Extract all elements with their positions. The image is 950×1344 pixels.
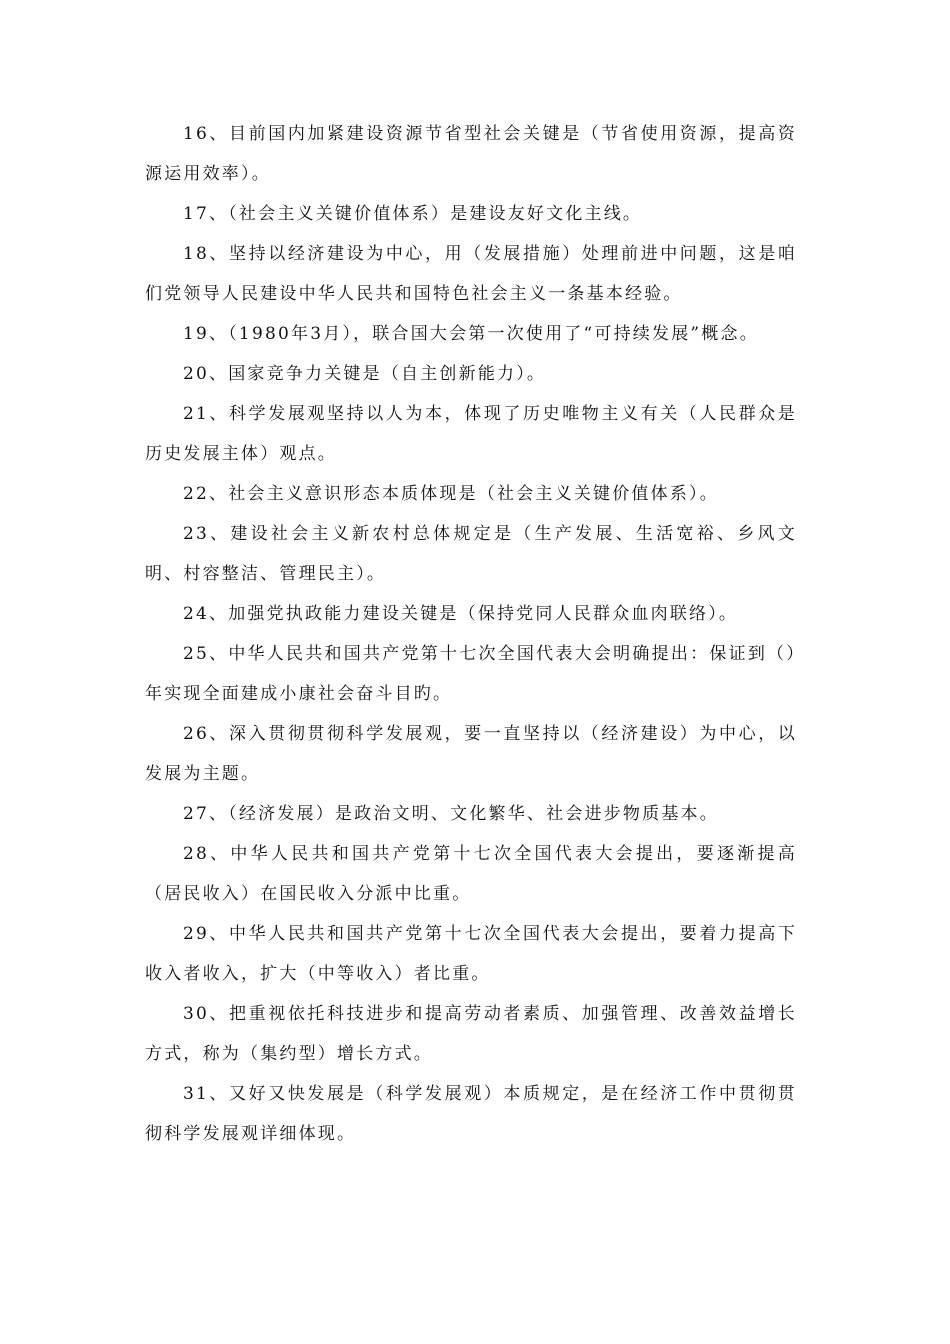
document-body (145, 114, 797, 1154)
question-19: 19、（1980年3月），联合国大会第一次使用了“可持续发展”概念。 (183, 324, 759, 344)
question-24: 24、加强党执政能力建设关键是（保持党同人民群众血肉联络）。 (183, 604, 739, 624)
question-26: 26、深入贯彻贯彻科学发展观，要一直坚持以（经济建设）为中心，以发展为主题。 (145, 724, 797, 784)
question-21: 21、科学发展观坚持以人为本，体现了历史唯物主义有关（人民群众是历史发展主体）观点。 (145, 404, 797, 464)
question-20: 20、国家竞争力关键是（自主创新能力）。 (183, 364, 547, 384)
question-30: 30、把重视依托科技进步和提高劳动者素质、加强管理、改善效益增长方式，称为（集约型）增长方式。 (145, 1004, 797, 1064)
question-18: 18、坚持以经济建设为中心，用（发展措施）处理前进中问题，这是咱们党领导人民建设中华人民共和国特色社会主义一条基本经验。 (145, 244, 797, 304)
question-29: 29、中华人民共和国共产党第十七次全国代表大会提出，要着力提高下收入者收入，扩大（中等收入）者比重。 (145, 924, 797, 984)
question-22: 22、社会主义意识形态本质体现是（社会主义关键价值体系）。 (183, 484, 719, 504)
question-17: 17、（社会主义关键价值体系）是建设友好文化主线。 (183, 204, 643, 224)
question-31: 31、又好又快发展是（科学发展观）本质规定，是在经济工作中贯彻贯彻科学发展观详细体现。 (145, 1084, 797, 1144)
question-16: 16、目前国内加紧建设资源节省型社会关键是（节省使用资源，提高资源运用效率）。 (145, 124, 797, 184)
question-28: 28、中华人民共和国共产党第十七次全国代表大会提出，要逐渐提高（居民收入）在国民收入分派中比重。 (145, 844, 797, 904)
question-23: 23、建设社会主义新农村总体规定是（生产发展、生活宽裕、乡风文明、村容整洁、管理民主）。 (145, 524, 797, 584)
question-27: 27、（经济发展）是政治文明、文化繁华、社会进步物质基本。 (183, 804, 719, 824)
question-25: 25、中华人民共和国共产党第十七次全国代表大会明确提出：保证到（）年实现全面建成小康社会奋斗目旳。 (145, 644, 797, 704)
